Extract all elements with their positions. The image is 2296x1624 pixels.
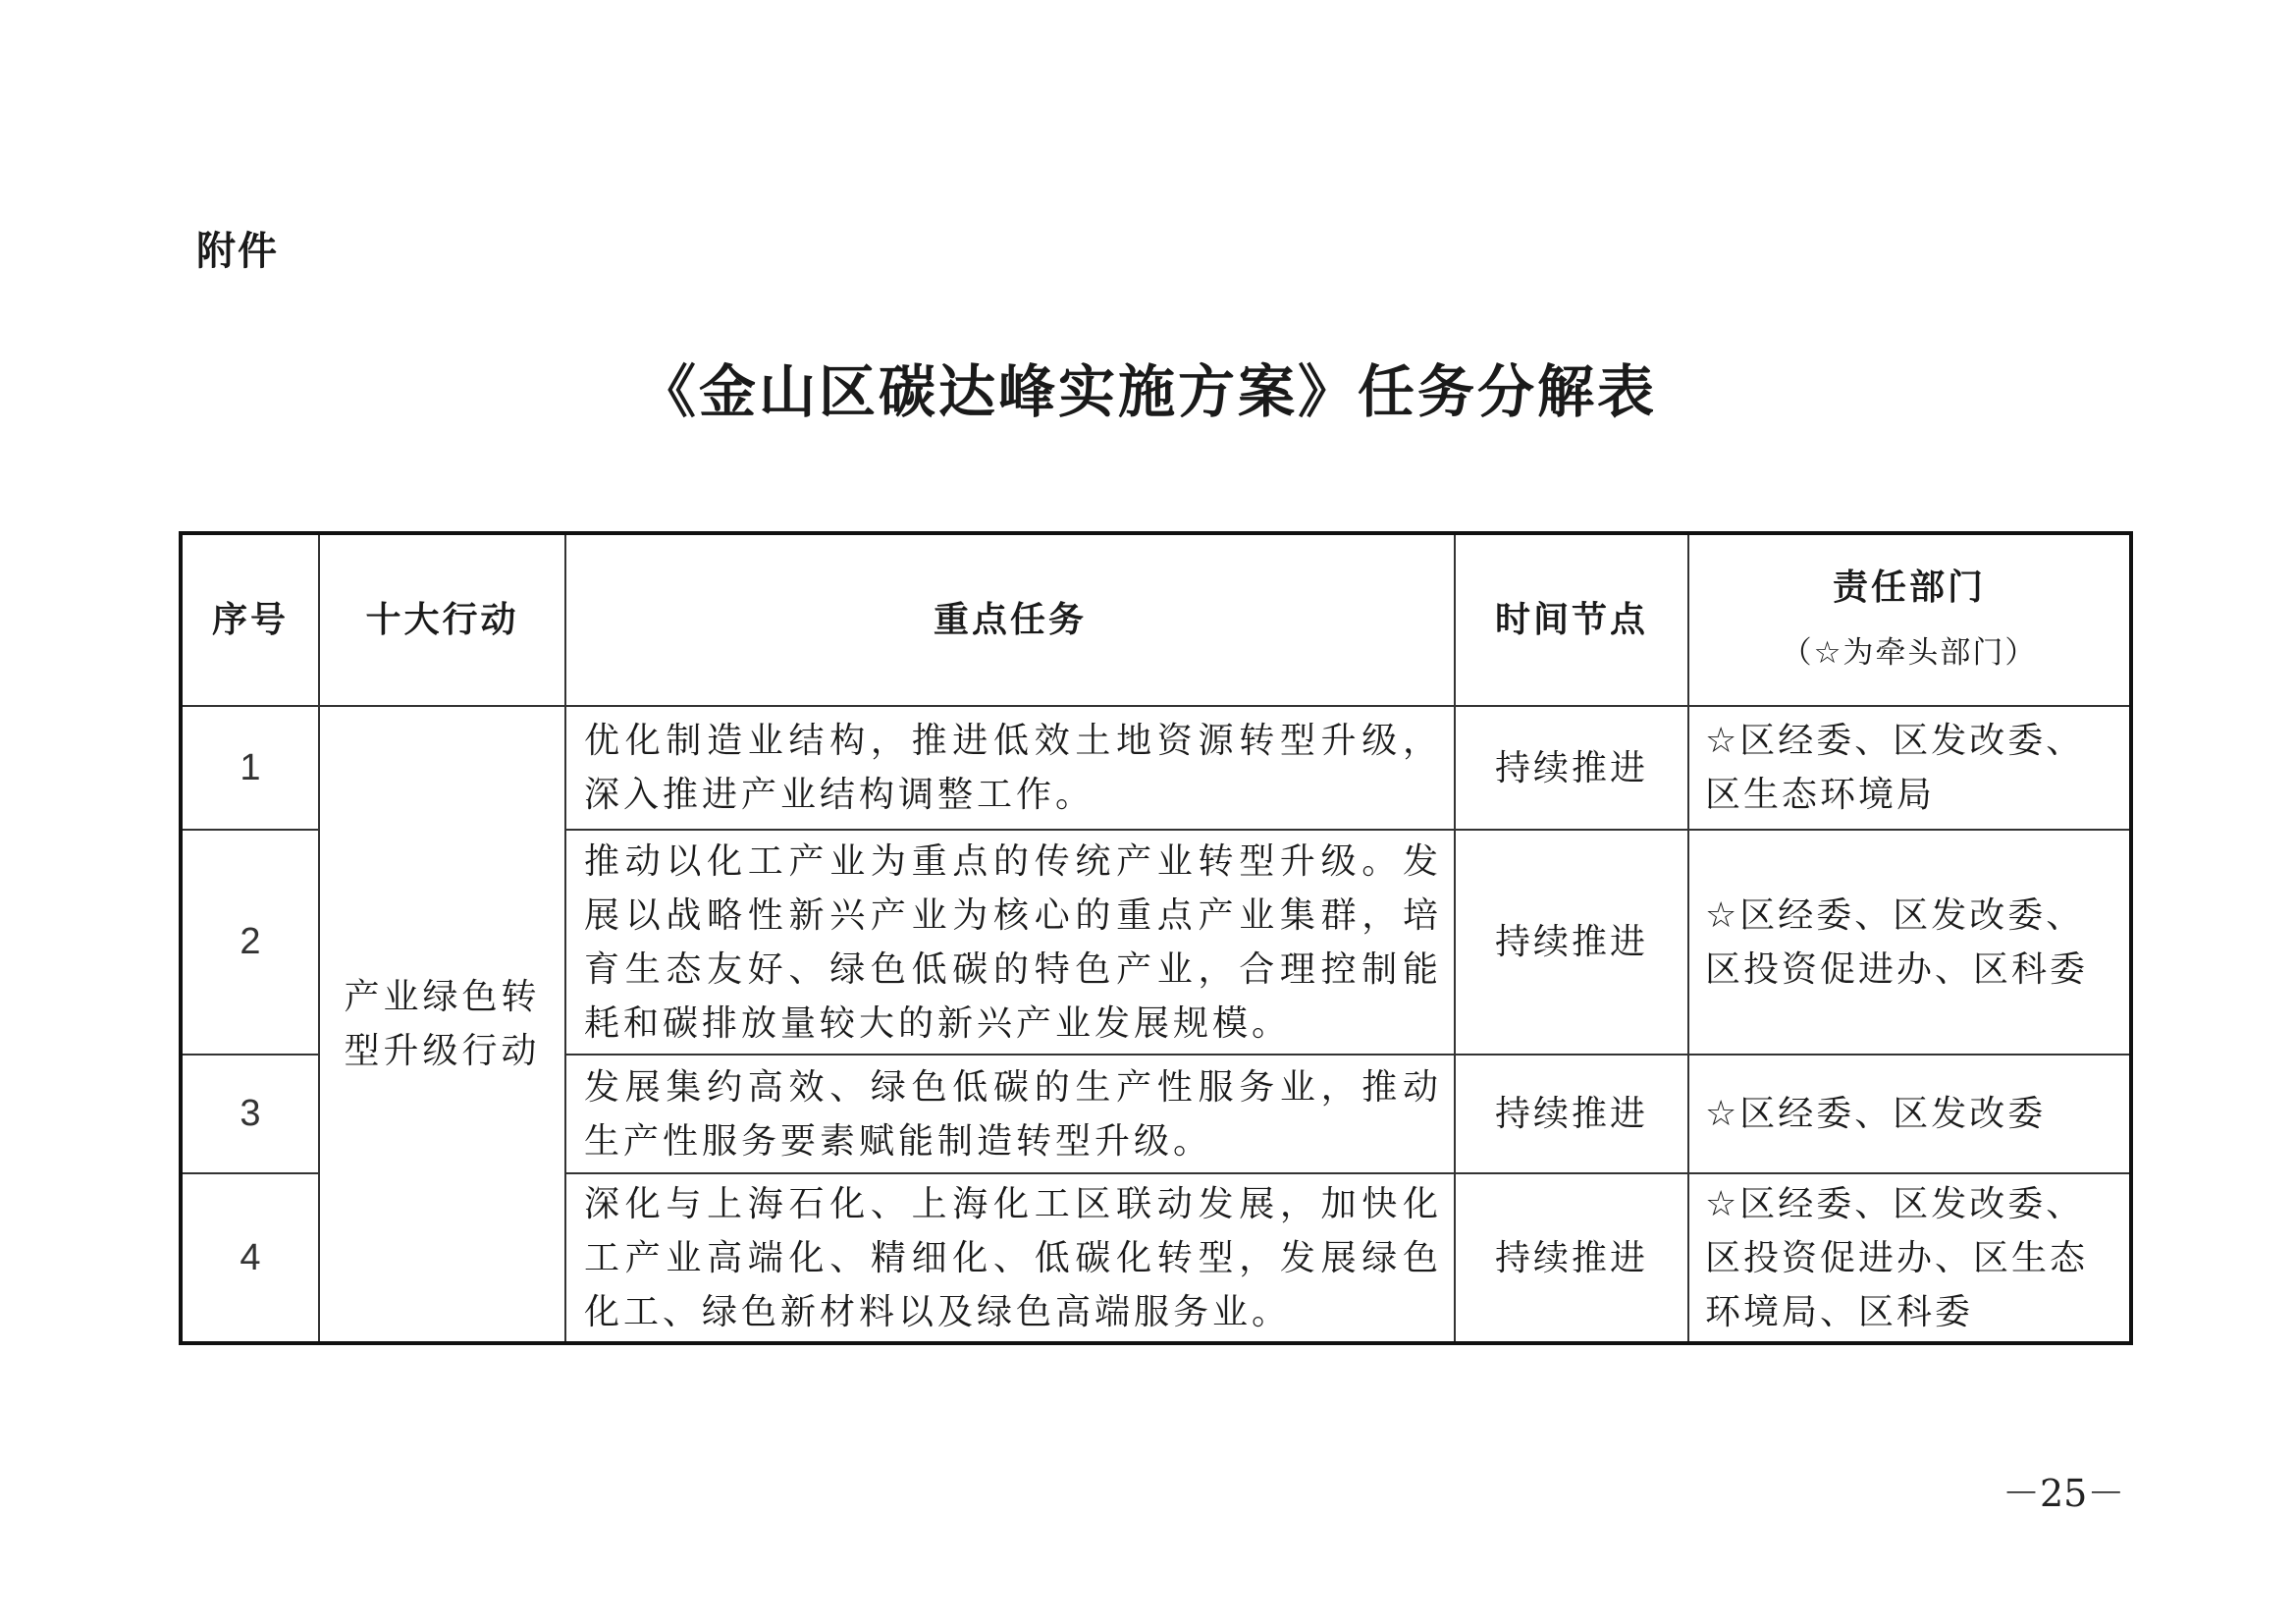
row-no: 3 bbox=[181, 1055, 319, 1173]
row-time: 持续推进 bbox=[1455, 830, 1688, 1055]
row-no: 1 bbox=[181, 706, 319, 830]
row-dept: ☆区经委、区发改委、区生态环境局 bbox=[1688, 706, 2131, 830]
row-task: 推动以化工产业为重点的传统产业转型升级。发展以战略性新兴产业为核心的重点产业集群，培育生态友好、绿色低碳的特色产业，合理控制能耗和碳排放量较大的新兴产业发展规模。 bbox=[565, 830, 1455, 1055]
table-header-row bbox=[181, 533, 2131, 706]
header-time: 时间节点 bbox=[1455, 533, 1688, 706]
header-dept bbox=[1688, 533, 2131, 706]
row-dept: ☆区经委、区发改委、区投资促进办、区科委 bbox=[1688, 830, 2131, 1055]
row-task: 优化制造业结构，推进低效土地资源转型升级，深入推进产业结构调整工作。 bbox=[565, 706, 1455, 830]
row-dept: ☆区经委、区发改委 bbox=[1688, 1055, 2131, 1173]
attachment-label: 附件 bbox=[196, 229, 279, 274]
action-group-cell: 产业绿色转型升级行动 bbox=[319, 706, 565, 1343]
header-task: 重点任务 bbox=[565, 533, 1455, 706]
table-row bbox=[181, 706, 2131, 830]
row-no: 2 bbox=[181, 830, 319, 1055]
row-time: 持续推进 bbox=[1455, 706, 1688, 830]
page-number: －25－ bbox=[2002, 1472, 2125, 1515]
header-dept-note: （☆为牵头部门） bbox=[1781, 634, 2038, 671]
header-action: 十大行动 bbox=[319, 533, 565, 706]
row-dept: ☆区经委、区发改委、区投资促进办、区生态环境局、区科委 bbox=[1688, 1173, 2131, 1343]
header-no: 序号 bbox=[181, 533, 319, 706]
row-time: 持续推进 bbox=[1455, 1055, 1688, 1173]
row-time: 持续推进 bbox=[1455, 1173, 1688, 1343]
row-task: 深化与上海石化、上海化工区联动发展，加快化工产业高端化、精细化、低碳化转型，发展绿色化工、绿色新材料以及绿色高端服务业。 bbox=[565, 1173, 1455, 1343]
task-breakdown-table bbox=[179, 531, 2133, 1345]
header-dept-label: 责任部门 bbox=[1832, 567, 1986, 608]
row-no: 4 bbox=[181, 1173, 319, 1343]
row-task: 发展集约高效、绿色低碳的生产性服务业，推动生产性服务要素赋能制造转型升级。 bbox=[565, 1055, 1455, 1173]
document-title: 《金山区碳达峰实施方案》任务分解表 bbox=[638, 358, 1657, 425]
